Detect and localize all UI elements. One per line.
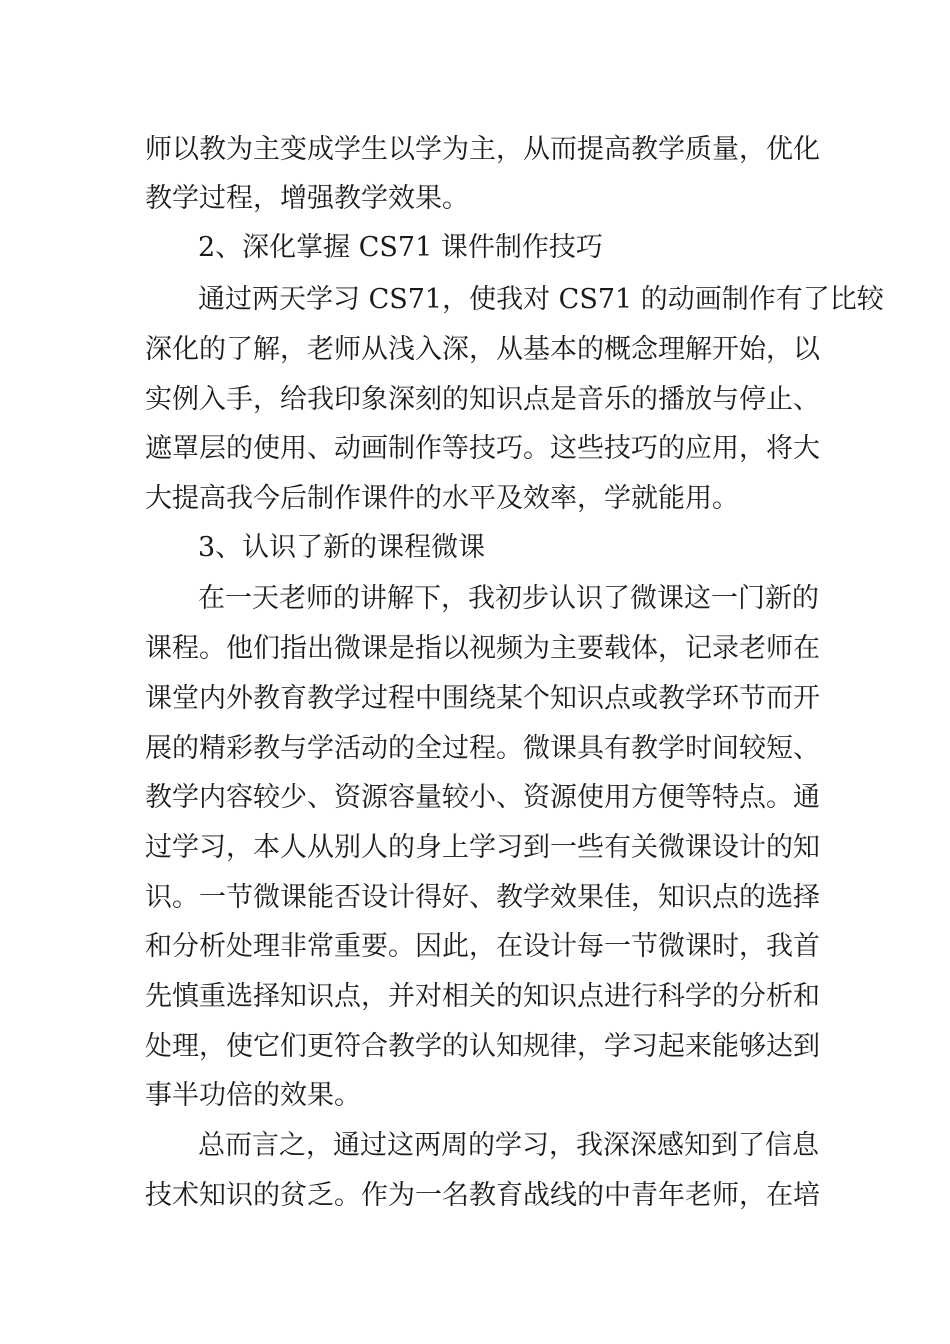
text-line: 先慎重选择知识点，并对相关的知识点进行科学的分析和: [145, 981, 820, 1012]
text-line: 事半功倍的效果。: [145, 1080, 361, 1111]
text-line: 识。一节微课能否设计得好、教学效果佳，知识点的选择: [145, 882, 820, 913]
text-line: 展的精彩教与学活动的全过程。微课具有教学时间较短、: [145, 733, 820, 764]
text-line: 过学习，本人从别人的身上学习到一些有关微课设计的知: [145, 832, 820, 863]
section-heading: 3、认识了新的课程微课: [198, 532, 486, 563]
text-line: 大提高我今后制作课件的水平及效率，学就能用。: [145, 483, 739, 514]
section-heading: 2、深化掌握 CS71 课件制作技巧: [198, 232, 603, 263]
text-line: 课堂内外教育教学过程中围绕某个知识点或教学环节而开: [145, 683, 820, 714]
text-line: 遮罩层的使用、动画制作等技巧。这些技巧的应用，将大: [145, 433, 820, 464]
text-line: 教学过程，增强教学效果。: [145, 183, 469, 214]
text-line: 教学内容较少、资源容量较小、资源使用方便等特点。通: [145, 782, 820, 813]
text-line: 师以教为主变成学生以学为主，从而提高教学质量，优化: [145, 134, 820, 165]
text-line: 实例入手，给我印象深刻的知识点是音乐的播放与停止、: [145, 384, 820, 415]
text-line: 课程。他们指出微课是指以视频为主要载体，记录老师在: [145, 633, 820, 664]
text-line: 在一天老师的讲解下，我初步认识了微课这一门新的: [198, 583, 819, 614]
text-line: 处理，使它们更符合教学的认知规律，学习起来能够达到: [145, 1031, 820, 1062]
text-line: 通过两天学习 CS71，使我对 CS71 的动画制作有了比较: [198, 284, 884, 315]
text-line: 总而言之，通过这两周的学习，我深深感知到了信息: [198, 1130, 819, 1161]
text-line: 和分析处理非常重要。因此，在设计每一节微课时，我首: [145, 931, 820, 962]
text-line: 深化的了解，老师从浅入深，从基本的概念理解开始，以: [145, 334, 820, 365]
text-line: 技术知识的贫乏。作为一名教育战线的中青年老师，在培: [145, 1180, 820, 1211]
